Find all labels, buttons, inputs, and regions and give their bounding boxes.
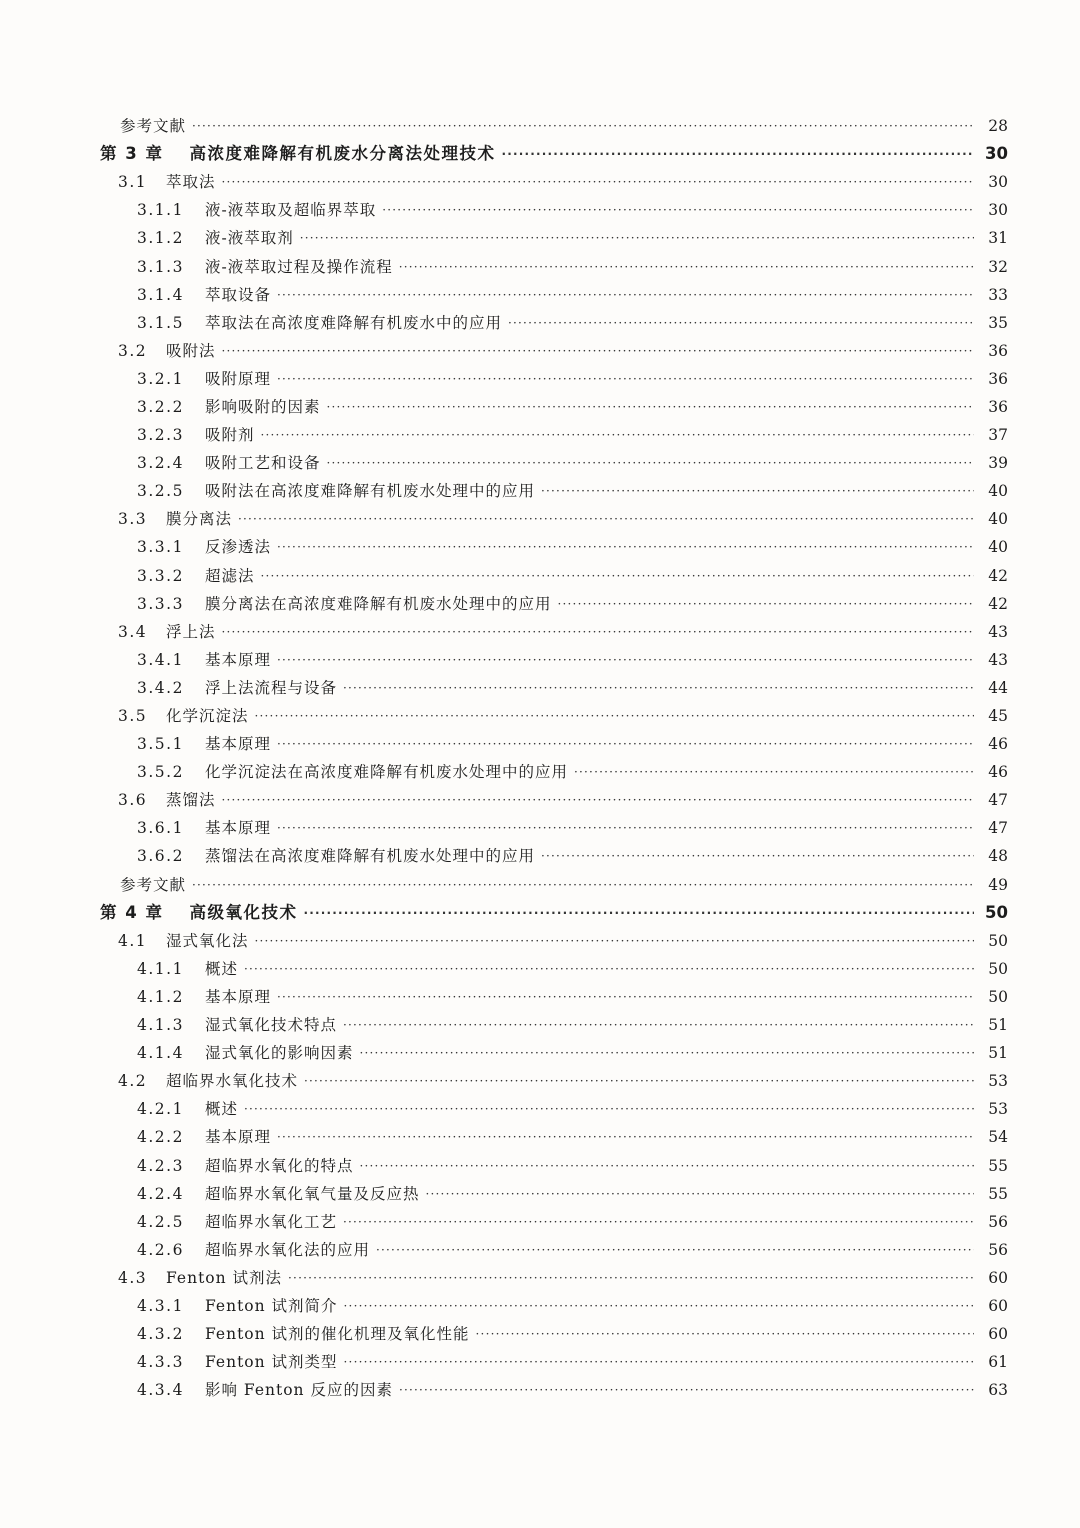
toc-section-entry[interactable] xyxy=(0,786,1080,814)
toc-section-entry[interactable] xyxy=(0,168,1080,196)
toc-page-number: 60 xyxy=(988,1268,1008,1287)
toc-subsection-entry[interactable] xyxy=(0,590,1080,618)
toc-section-entry[interactable] xyxy=(0,618,1080,646)
toc-entry-title: Fenton 试剂简介 xyxy=(205,1296,338,1315)
toc-entry-number: 4.3.2 xyxy=(137,1325,184,1344)
toc-entry-title: 影响 Fenton 反应的因素 xyxy=(205,1381,393,1400)
toc-entry-heading xyxy=(137,1320,470,1348)
toc-entry-heading xyxy=(137,196,376,224)
toc-leader-dots xyxy=(192,112,974,140)
toc-entry-title: 萃取法在高浓度难降解有机废水中的应用 xyxy=(205,313,503,332)
toc-leader-dots xyxy=(343,1011,974,1039)
toc-page-number: 37 xyxy=(988,426,1008,445)
toc-entry-number: 3.1.5 xyxy=(137,313,184,332)
toc-entry-title: 超临界水氧化氧气量及反应热 xyxy=(205,1184,420,1203)
toc-entry-heading xyxy=(120,112,186,140)
toc-page-number: 43 xyxy=(988,622,1008,641)
toc-entry-heading xyxy=(137,309,502,337)
toc-leader-dots xyxy=(277,814,974,842)
toc-chapter-entry[interactable] xyxy=(0,140,1080,168)
toc-section-entry[interactable] xyxy=(0,1067,1080,1095)
toc-leader-dots xyxy=(277,533,974,561)
toc-page-number: 53 xyxy=(988,1072,1008,1091)
toc-entry-heading xyxy=(137,1292,338,1320)
toc-page-number: 60 xyxy=(988,1325,1008,1344)
toc-subsection-entry[interactable] xyxy=(0,1123,1080,1151)
toc-leader-dots xyxy=(222,618,974,646)
toc-subsection-entry[interactable] xyxy=(0,281,1080,309)
toc-entry-heading xyxy=(118,1067,298,1095)
toc-page-number: 55 xyxy=(988,1184,1008,1203)
toc-leader-dots xyxy=(327,449,974,477)
toc-subsection-entry[interactable] xyxy=(0,955,1080,983)
toc-entry-title: 参考文献 xyxy=(120,875,187,894)
toc-entry-heading xyxy=(137,983,271,1011)
toc-leader-dots xyxy=(343,1208,974,1236)
toc-entry-heading xyxy=(137,393,321,421)
toc-entry-heading xyxy=(137,955,238,983)
toc-entry-title: 高级氧化技术 xyxy=(189,902,298,922)
toc-entry-heading xyxy=(137,421,255,449)
toc-references-entry[interactable] xyxy=(0,112,1080,140)
toc-entry-heading xyxy=(137,1348,338,1376)
toc-entry-heading xyxy=(118,168,216,196)
toc-chapter-entry[interactable] xyxy=(0,899,1080,927)
toc-page-number: 30 xyxy=(988,173,1008,192)
toc-leader-dots xyxy=(541,842,974,870)
toc-page-number: 48 xyxy=(988,847,1008,866)
toc-entry-title: 超滤法 xyxy=(205,566,255,585)
toc-entry-title: 超临界水氧化技术 xyxy=(166,1072,299,1091)
toc-entry-number: 4.3.3 xyxy=(137,1353,184,1372)
toc-subsection-entry[interactable] xyxy=(0,562,1080,590)
toc-page-number: 50 xyxy=(988,987,1008,1006)
toc-page-number: 35 xyxy=(988,313,1008,332)
toc-subsection-entry[interactable] xyxy=(0,1011,1080,1039)
toc-page-number: 44 xyxy=(988,678,1008,697)
toc-leader-dots xyxy=(255,927,974,955)
toc-entry-title: 膜分离法在高浓度难降解有机废水处理中的应用 xyxy=(205,594,552,613)
toc-entry-heading xyxy=(118,702,249,730)
toc-entry-heading xyxy=(137,1180,420,1208)
toc-leader-dots xyxy=(277,365,974,393)
toc-leader-dots xyxy=(304,1067,974,1095)
toc-page-number: 50 xyxy=(985,902,1008,922)
toc-subsection-entry[interactable] xyxy=(0,758,1080,786)
toc-entry-number: 3.4.1 xyxy=(137,650,184,669)
toc-leader-dots xyxy=(255,702,974,730)
toc-entry-title: 超临界水氧化工艺 xyxy=(205,1212,338,1231)
toc-entry-heading xyxy=(118,786,216,814)
toc-page-number: 46 xyxy=(988,763,1008,782)
toc-entry-heading xyxy=(137,730,271,758)
toc-page-number: 51 xyxy=(988,1044,1008,1063)
toc-entry-title: 反渗透法 xyxy=(205,538,272,557)
toc-page-number: 55 xyxy=(988,1156,1008,1175)
toc-subsection-entry[interactable] xyxy=(0,252,1080,280)
toc-subsection-entry[interactable] xyxy=(0,1151,1080,1179)
toc-entry-number: 3.2.2 xyxy=(137,397,184,416)
toc-page-number: 39 xyxy=(988,454,1008,473)
toc-page-number: 30 xyxy=(988,201,1008,220)
toc-leader-dots xyxy=(344,1292,974,1320)
toc-entry-number: 第 3 章 xyxy=(100,144,164,164)
toc-page-number: 32 xyxy=(988,257,1008,276)
toc-leader-dots xyxy=(574,758,974,786)
toc-entry-number: 4.1.3 xyxy=(137,1016,184,1035)
toc-entry-number: 3.1.4 xyxy=(137,285,184,304)
toc-entry-number: 3.1.2 xyxy=(137,229,184,248)
toc-entry-title: 萃取设备 xyxy=(205,285,272,304)
toc-subsection-entry[interactable] xyxy=(0,1320,1080,1348)
toc-subsection-entry[interactable] xyxy=(0,477,1080,505)
toc-leader-dots xyxy=(244,1095,974,1123)
toc-leader-dots xyxy=(277,1123,974,1151)
toc-entry-number: 3.1.3 xyxy=(137,257,184,276)
toc-section-entry[interactable] xyxy=(0,1264,1080,1292)
toc-subsection-entry[interactable] xyxy=(0,842,1080,870)
toc-entry-number: 4.2.4 xyxy=(137,1184,184,1203)
toc-entry-title: 吸附工艺和设备 xyxy=(205,454,321,473)
toc-subsection-entry[interactable] xyxy=(0,533,1080,561)
toc-entry-number: 4.2.1 xyxy=(137,1100,184,1119)
toc-entry-title: 参考文献 xyxy=(120,117,187,136)
toc-page-number: 47 xyxy=(988,791,1008,810)
toc-entry-heading xyxy=(137,758,568,786)
toc-subsection-entry[interactable] xyxy=(0,814,1080,842)
toc-entry-title: 化学沉淀法在高浓度难降解有机废水处理中的应用 xyxy=(205,763,569,782)
toc-entry-title: 浮上法 xyxy=(166,622,216,641)
toc-leader-dots xyxy=(541,477,974,505)
toc-leader-dots xyxy=(508,309,974,337)
toc-leader-dots xyxy=(238,505,974,533)
toc-page-number: 61 xyxy=(988,1353,1008,1372)
toc-subsection-entry[interactable] xyxy=(0,674,1080,702)
toc-leader-dots xyxy=(261,421,974,449)
toc-entry-title: 超临界水氧化法的应用 xyxy=(205,1240,371,1259)
toc-section-entry[interactable] xyxy=(0,337,1080,365)
toc-entry-number: 3.2.3 xyxy=(137,426,184,445)
toc-leader-dots xyxy=(244,955,974,983)
toc-entry-title: 吸附原理 xyxy=(205,369,272,388)
toc-entry-heading xyxy=(100,140,495,168)
toc-entry-number: 4.2 xyxy=(118,1072,148,1091)
toc-entry-number: 4.1 xyxy=(118,931,148,950)
toc-entry-title: 基本原理 xyxy=(205,650,272,669)
toc-leader-dots xyxy=(300,224,974,252)
toc-entry-heading xyxy=(137,477,535,505)
toc-page-number: 47 xyxy=(988,819,1008,838)
toc-entry-title: 浮上法流程与设备 xyxy=(205,678,338,697)
toc-entry-number: 3.2.4 xyxy=(137,454,184,473)
toc-entry-title: 湿式氧化法 xyxy=(166,931,249,950)
toc-page-number: 53 xyxy=(988,1100,1008,1119)
toc-entry-heading xyxy=(137,646,271,674)
toc-entry-title: 概述 xyxy=(205,959,239,978)
toc-entry-title: 吸附剂 xyxy=(205,426,255,445)
toc-leader-dots xyxy=(399,1376,974,1404)
toc-page-number: 40 xyxy=(988,482,1008,501)
toc-leader-dots xyxy=(277,646,974,674)
toc-entry-heading xyxy=(137,1039,354,1067)
toc-leader-dots xyxy=(399,253,974,281)
toc-entry-title: Fenton 试剂的催化机理及氧化性能 xyxy=(205,1325,470,1344)
toc-entry-title: 液-液萃取剂 xyxy=(205,229,294,248)
toc-subsection-entry[interactable] xyxy=(0,646,1080,674)
toc-page-number: 36 xyxy=(988,397,1008,416)
toc-entry-number: 3.4 xyxy=(118,622,148,641)
toc-entry-heading xyxy=(137,590,552,618)
toc-entry-heading xyxy=(137,1095,238,1123)
toc-page-number: 36 xyxy=(988,369,1008,388)
toc-entry-number: 3.3.1 xyxy=(137,538,184,557)
toc-page-number: 42 xyxy=(988,594,1008,613)
toc-page-number: 40 xyxy=(988,510,1008,529)
toc-section-entry[interactable] xyxy=(0,927,1080,955)
toc-entry-number: 4.2.5 xyxy=(137,1212,184,1231)
toc-entry-number: 第 4 章 xyxy=(100,902,164,922)
toc-entry-number: 3.2.1 xyxy=(137,369,184,388)
toc-subsection-entry[interactable] xyxy=(0,730,1080,758)
toc-subsection-entry[interactable] xyxy=(0,1348,1080,1376)
toc-entry-number: 3.1.1 xyxy=(137,201,184,220)
toc-entry-number: 3.3.2 xyxy=(137,566,184,585)
toc-subsection-entry[interactable] xyxy=(0,309,1080,337)
toc-entry-number: 3.6 xyxy=(118,791,148,810)
toc-entry-heading xyxy=(137,224,294,252)
toc-subsection-entry[interactable] xyxy=(0,365,1080,393)
toc-leader-dots xyxy=(558,590,974,618)
toc-entry-heading xyxy=(137,1376,393,1404)
toc-page-number: 50 xyxy=(988,931,1008,950)
toc-subsection-entry[interactable] xyxy=(0,196,1080,224)
toc-subsection-entry[interactable] xyxy=(0,1180,1080,1208)
toc-entry-number: 3.2 xyxy=(118,341,148,360)
toc-page-number: 51 xyxy=(988,1016,1008,1035)
toc-page-number: 28 xyxy=(988,117,1008,136)
toc-page-number: 33 xyxy=(988,285,1008,304)
toc-page-number: 63 xyxy=(988,1381,1008,1400)
toc-entry-number: 3.5.1 xyxy=(137,735,184,754)
toc-page-number: 46 xyxy=(988,735,1008,754)
table-of-contents xyxy=(0,112,1080,1404)
toc-entry-number: 3.3.3 xyxy=(137,594,184,613)
toc-subsection-entry[interactable] xyxy=(0,1208,1080,1236)
toc-entry-title: 吸附法在高浓度难降解有机废水处理中的应用 xyxy=(205,482,536,501)
toc-entry-heading xyxy=(118,618,216,646)
toc-entry-title: 蒸馏法在高浓度难降解有机废水处理中的应用 xyxy=(205,847,536,866)
toc-entry-title: 基本原理 xyxy=(205,1128,272,1147)
toc-leader-dots xyxy=(222,786,974,814)
toc-leader-dots xyxy=(277,281,974,309)
toc-subsection-entry[interactable] xyxy=(0,393,1080,421)
toc-entry-heading xyxy=(137,1152,354,1180)
toc-page-number: 50 xyxy=(988,959,1008,978)
toc-entry-number: 3.6.1 xyxy=(137,819,184,838)
toc-page-number: 49 xyxy=(988,875,1008,894)
toc-page-number: 30 xyxy=(985,144,1008,164)
toc-subsection-entry[interactable] xyxy=(0,449,1080,477)
toc-entry-title: 超临界水氧化的特点 xyxy=(205,1156,354,1175)
toc-entry-title: 膜分离法 xyxy=(166,510,233,529)
toc-leader-dots xyxy=(426,1180,974,1208)
toc-entry-heading xyxy=(120,871,186,899)
toc-entry-heading xyxy=(137,842,535,870)
toc-entry-heading xyxy=(137,281,271,309)
toc-entry-number: 4.2.2 xyxy=(137,1128,184,1147)
toc-entry-title: 基本原理 xyxy=(205,735,272,754)
toc-entry-number: 3.2.5 xyxy=(137,482,184,501)
toc-leader-dots xyxy=(222,168,974,196)
toc-subsection-entry[interactable] xyxy=(0,421,1080,449)
toc-entry-title: 湿式氧化技术特点 xyxy=(205,1016,338,1035)
toc-entry-heading xyxy=(137,1011,337,1039)
toc-subsection-entry[interactable] xyxy=(0,1376,1080,1404)
toc-page-number: 56 xyxy=(988,1240,1008,1259)
toc-entry-heading xyxy=(137,449,321,477)
toc-entry-title: 基本原理 xyxy=(205,819,272,838)
toc-leader-dots xyxy=(360,1039,974,1067)
toc-entry-number: 4.3.1 xyxy=(137,1296,184,1315)
toc-leader-dots xyxy=(327,393,974,421)
toc-entry-number: 4.1.4 xyxy=(137,1044,184,1063)
toc-entry-title: 高浓度难降解有机废水分离法处理技术 xyxy=(189,144,496,164)
toc-entry-title: 液-液萃取过程及操作流程 xyxy=(205,257,393,276)
toc-entry-title: Fenton 试剂法 xyxy=(166,1268,283,1287)
toc-entry-title: 萃取法 xyxy=(166,173,216,192)
toc-entry-number: 4.2.3 xyxy=(137,1156,184,1175)
toc-entry-number: 3.6.2 xyxy=(137,847,184,866)
toc-subsection-entry[interactable] xyxy=(0,224,1080,252)
toc-page-number: 45 xyxy=(988,707,1008,726)
toc-subsection-entry[interactable] xyxy=(0,1292,1080,1320)
toc-entry-title: 蒸馏法 xyxy=(166,791,216,810)
toc-page-number: 40 xyxy=(988,538,1008,557)
toc-entry-heading xyxy=(137,533,271,561)
toc-entry-heading xyxy=(137,1236,370,1264)
toc-entry-number: 3.1 xyxy=(118,173,148,192)
toc-entry-heading xyxy=(118,505,232,533)
toc-entry-heading xyxy=(118,1264,282,1292)
toc-entry-number: 3.5 xyxy=(118,707,148,726)
toc-entry-title: 湿式氧化的影响因素 xyxy=(205,1044,354,1063)
toc-entry-number: 4.2.6 xyxy=(137,1240,184,1259)
toc-entry-title: 概述 xyxy=(205,1100,239,1119)
toc-entry-heading xyxy=(100,899,297,927)
toc-leader-dots xyxy=(288,1264,974,1292)
toc-entry-title: 影响吸附的因素 xyxy=(205,397,321,416)
toc-entry-heading xyxy=(137,365,271,393)
toc-entry-number: 4.1.2 xyxy=(137,987,184,1006)
toc-subsection-entry[interactable] xyxy=(0,1236,1080,1264)
toc-leader-dots xyxy=(303,899,974,927)
toc-page-number: 56 xyxy=(988,1212,1008,1231)
toc-leader-dots xyxy=(360,1152,974,1180)
toc-entry-heading xyxy=(137,253,393,281)
toc-leader-dots xyxy=(343,674,974,702)
toc-entry-number: 4.3 xyxy=(118,1268,148,1287)
toc-page-number: 36 xyxy=(988,341,1008,360)
toc-leader-dots xyxy=(192,871,974,899)
toc-page-number: 31 xyxy=(988,229,1008,248)
toc-leader-dots xyxy=(261,562,974,590)
toc-entry-title: 液-液萃取及超临界萃取 xyxy=(205,201,377,220)
toc-subsection-entry[interactable] xyxy=(0,983,1080,1011)
toc-entry-number: 3.5.2 xyxy=(137,763,184,782)
toc-entry-number: 3.3 xyxy=(118,510,148,529)
toc-subsection-entry[interactable] xyxy=(0,1039,1080,1067)
toc-entry-number: 4.1.1 xyxy=(137,959,184,978)
toc-section-entry[interactable] xyxy=(0,702,1080,730)
toc-entry-heading xyxy=(137,814,271,842)
toc-leader-dots xyxy=(222,337,974,365)
toc-subsection-entry[interactable] xyxy=(0,1095,1080,1123)
toc-leader-dots xyxy=(382,196,974,224)
toc-entry-heading xyxy=(137,562,255,590)
toc-leader-dots xyxy=(344,1348,974,1376)
toc-entry-heading xyxy=(118,927,249,955)
toc-leader-dots xyxy=(376,1236,974,1264)
toc-entry-heading xyxy=(118,337,216,365)
toc-section-entry[interactable] xyxy=(0,505,1080,533)
toc-leader-dots xyxy=(277,983,974,1011)
toc-page-number: 54 xyxy=(988,1128,1008,1147)
toc-page-number: 60 xyxy=(988,1296,1008,1315)
toc-entry-heading xyxy=(137,674,337,702)
toc-entry-title: 吸附法 xyxy=(166,341,216,360)
toc-leader-dots xyxy=(277,730,974,758)
toc-entry-title: 化学沉淀法 xyxy=(166,707,249,726)
toc-entry-title: Fenton 试剂类型 xyxy=(205,1353,338,1372)
toc-entry-number: 3.4.2 xyxy=(137,678,184,697)
toc-page-number: 42 xyxy=(988,566,1008,585)
toc-leader-dots xyxy=(476,1320,974,1348)
toc-entry-heading xyxy=(137,1123,271,1151)
toc-references-entry[interactable] xyxy=(0,871,1080,899)
toc-entry-title: 基本原理 xyxy=(205,987,272,1006)
toc-entry-heading xyxy=(137,1208,337,1236)
toc-leader-dots xyxy=(501,140,974,168)
toc-entry-number: 4.3.4 xyxy=(137,1381,184,1400)
toc-page-number: 43 xyxy=(988,650,1008,669)
